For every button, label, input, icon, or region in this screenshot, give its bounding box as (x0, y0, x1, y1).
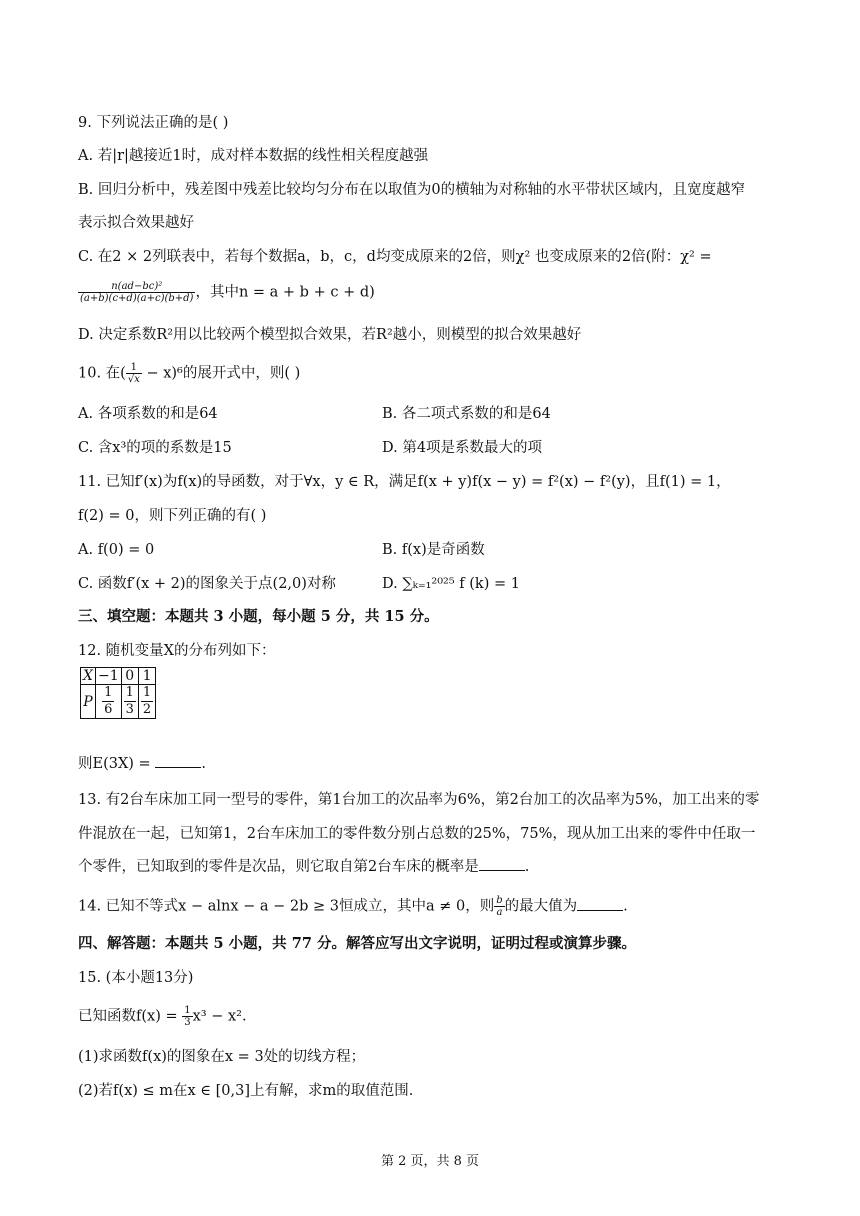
q15-part1: (1)求函数f(x)的图象在x = 3处的切线方程； (78, 1049, 366, 1065)
table-cell: $\frac{1}{2}$ (138, 685, 155, 719)
table-cell: 0 (121, 668, 138, 685)
page-footer: 第 2 页，共 8 页 (380, 1154, 480, 1169)
q12-answer-line: 则E(3X) = . (78, 756, 206, 772)
section-4-heading: 四、解答题：本题共 5 小题，共 77 分。解答应写出文字说明，证明过程或演算步骤。 (78, 935, 636, 952)
table-cell: 1 (138, 668, 155, 685)
q9-option-c-line1: C. 在2 × 2列联表中，若每个数据a，b，c，d均变成原来的2倍，则χ² 也变成原来的2倍(附：χ² = (78, 249, 712, 265)
q15-given: 已知函数f(x) = $\frac{1}{3}$ x³ − x². (78, 1005, 247, 1028)
q9-option-b-line1: B. 回归分析中，残差图中残差比较均匀分布在以取值为0的横轴为对称轴的水平带状区域内，且宽度越窄 (78, 182, 746, 198)
answer-blank (479, 858, 525, 871)
q11-option-a: A. f(0) = 0 (78, 542, 155, 558)
q11-stem-line1: 11. 已知f′(x)为f(x)的导函数，对于∀x，y ∈ R，满足f(x + y)f(x − y) = f²(x) − f²(y)，且f(1) = 1， (78, 474, 731, 490)
q10-fraction: $\frac{1}{√x}$ (127, 362, 140, 385)
answer-blank (155, 755, 201, 768)
q13-line3: 个零件，已知取到的零件是次品，则它取自第2台车床的概率是 . (78, 859, 530, 875)
q15-part2: (2)若f(x) ≤ m在x ∈ [0,3]上有解，求m的取值范围. (78, 1083, 414, 1099)
q11-option-d: D. ∑ₖ₌₁²⁰²⁵ f (k) = 1 (382, 576, 520, 592)
q9-stem: 9. 下列说法正确的是( ) (78, 115, 229, 131)
table-cell: P (81, 685, 96, 719)
q13-line2: 件混放在一起，已知第1，2台车床加工的零件数分别占总数的25%，75%，现从加工出来的零件中任取一 (78, 826, 756, 842)
q10-option-d: D. 第4项是系数最大的项 (382, 440, 543, 456)
q12-stem: 12. 随机变量X的分布列如下： (78, 643, 276, 659)
table-cell: −1 (95, 668, 121, 685)
q9-option-d: D. 决定系数R²用以比较两个模型拟合效果，若R²越小，则模型的拟合效果越好 (78, 327, 582, 343)
table-row (81, 685, 156, 719)
b-over-a-fraction: $\frac{b}{a}$ (496, 895, 503, 918)
q10-option-a: A. 各项系数的和是64 (78, 406, 218, 422)
q14-stem: 14. 已知不等式x − alnx − a − 2b ≥ 3恒成立，其中a ≠ 0，则 $\frac{b}{a}$ 的最大值为 . (78, 895, 628, 918)
answer-blank (577, 898, 623, 911)
q10-option-c: C. 含x³的项的系数是15 (78, 440, 232, 456)
q9-option-c-line2: $\frac{\text{n(ad−bc)²}}{(a+b)(c+d)(a+c)(b+d)}$ ，其中n = a + b + c + d) (80, 281, 375, 304)
q11-option-b: B. f(x)是奇函数 (382, 542, 485, 558)
q11-option-c: C. 函数f′(x + 2)的图象关于点(2,0)对称 (78, 576, 336, 592)
q10-stem: 10. 在( $\frac{1}{√x}$ − x)⁶的展开式中，则( ) (78, 362, 301, 385)
table-cell: $\frac{1}{6}$ (95, 685, 121, 719)
q11-stem-line2: f(2) = 0，则下列正确的有( ) (78, 508, 267, 524)
distribution-table (80, 667, 156, 719)
table-cell: $\frac{1}{3}$ (121, 685, 138, 719)
table-row (81, 668, 156, 685)
q9-option-a: A. 若|r|越接近1时，成对样本数据的线性相关程度越强 (78, 148, 429, 164)
q13-line1: 13. 有2台车床加工同一型号的零件，第1台加工的次品率为6%，第2台加工的次品率为5%，加工出来的零 (78, 792, 760, 808)
chi-square-formula: $\frac{\text{n(ad−bc)²}}{(a+b)(c+d)(a+c)(b+d)}$ (80, 281, 194, 304)
q10-option-b: B. 各二项式系数的和是64 (382, 406, 551, 422)
q9-option-b-line2: 表示拟合效果越好 (78, 215, 194, 231)
section-3-heading: 三、填空题：本题共 3 小题，每小题 5 分，共 15 分。 (78, 608, 439, 625)
table-cell: X (81, 668, 96, 685)
q15-title: 15. (本小题13分) (78, 970, 194, 986)
one-third-fraction: $\frac{1}{3}$ (184, 1005, 191, 1028)
